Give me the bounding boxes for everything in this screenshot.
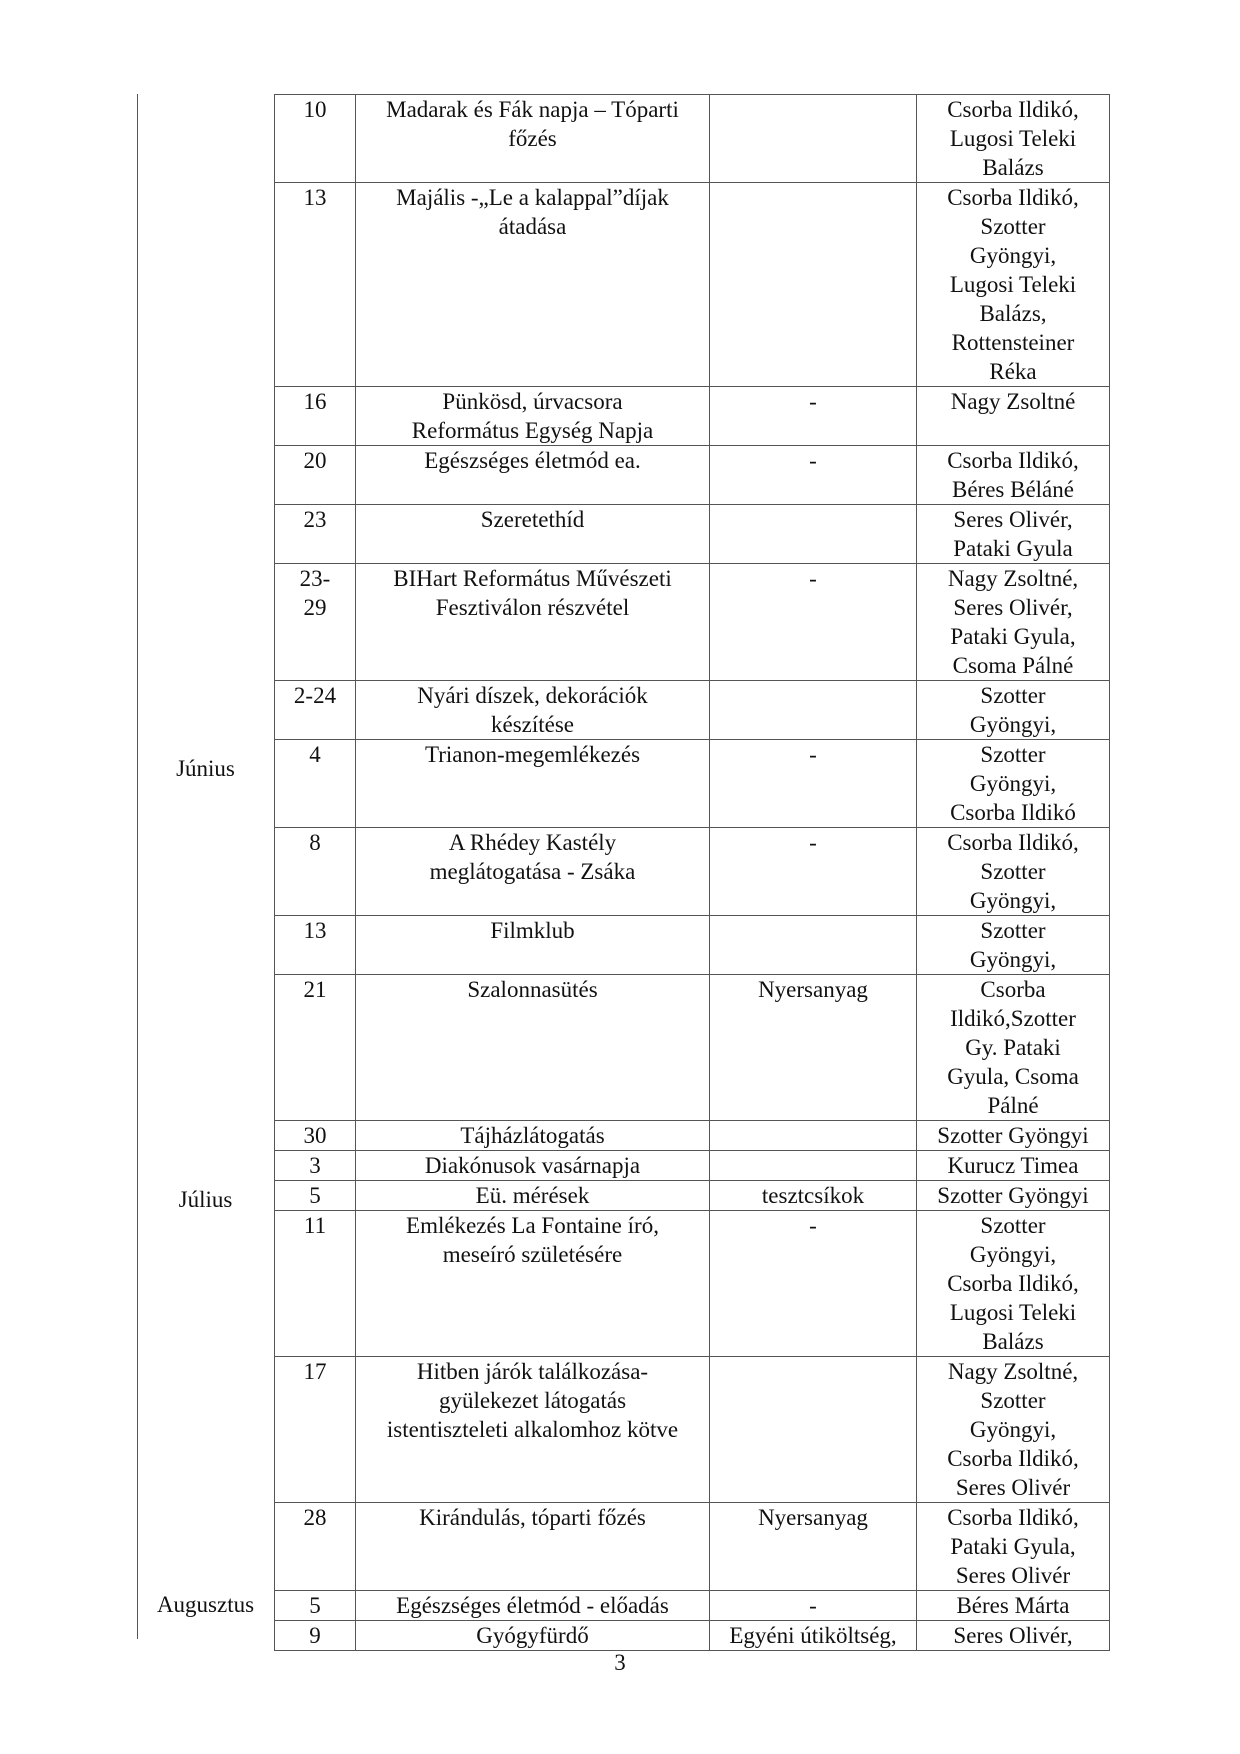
responsible-cell [917,505,1110,564]
event-line: Majális -„Le a kalappal”díjak [396,185,669,210]
day-text: 5 [309,1593,321,1618]
table-row [275,828,1110,916]
responsible-line: Szotter [980,1388,1046,1413]
day-cell [275,1357,356,1503]
responsible-line: Kurucz Timea [947,1153,1079,1178]
material-line: - [809,742,817,767]
responsible-line: Lugosi Teleki [949,272,1077,297]
day-text: 2-24 [293,683,337,708]
event-cell [356,387,710,446]
event-cell [356,505,710,564]
event-line: Gyógyfürdő [476,1623,589,1648]
responsible-line: Gyöngyi, [969,1417,1057,1442]
table-row [275,1181,1110,1211]
material-line: - [809,1213,817,1238]
responsible-line: Csorba Ildikó, [947,1505,1079,1530]
material-line: - [809,448,817,473]
event-line: gyülekezet látogatás [438,1388,627,1413]
responsible-line: Szotter [980,859,1046,884]
material-cell [710,387,917,446]
event-line: Madarak és Fák napja – Tóparti [386,97,679,122]
material-cell [710,828,917,916]
responsible-cell [917,828,1110,916]
responsible-line: Csorba Ildikó, [947,1271,1079,1296]
event-line: átadása [498,214,567,239]
material-cell [710,1357,917,1503]
day-cell [275,975,356,1121]
material-cell [710,564,917,681]
table-row [275,1357,1110,1503]
material-cell [710,446,917,505]
responsible-line: Gyöngyi, [969,947,1057,972]
responsible-line: Béres Béláné [952,477,1074,502]
day-text: 3 [309,1153,321,1178]
day-cell [275,740,356,828]
responsible-line: Balázs [982,1329,1044,1354]
responsible-line: Béres Márta [956,1593,1070,1618]
table-row [275,740,1110,828]
event-line: Pünkösd, úrvacsora [442,389,623,414]
event-line: Szeretethíd [480,507,585,532]
responsible-line: Pataki Gyula [953,536,1073,561]
responsible-cell [917,446,1110,505]
event-cell [356,916,710,975]
event-cell [356,828,710,916]
day-cell [275,1211,356,1357]
responsible-line: Réka [989,359,1037,384]
responsible-line: Pataki Gyula, [950,624,1076,649]
month-label-julius: Július [178,1187,233,1212]
responsible-cell [917,1621,1110,1651]
material-cell [710,1121,917,1151]
responsible-cell [917,1503,1110,1591]
event-line: Kirándulás, tóparti főzés [419,1505,646,1530]
responsible-line: Csorba Ildikó, [947,185,1079,210]
responsible-cell [917,740,1110,828]
responsible-line: Csorba Ildikó, [947,97,1079,122]
table-row [275,1121,1110,1151]
table-row [275,387,1110,446]
event-cell [356,1211,710,1357]
responsible-line: Csorba Ildikó, [947,1446,1079,1471]
responsible-line: Nagy Zsoltné [950,389,1076,414]
responsible-line: Csorba Ildikó, [947,830,1079,855]
material-line: - [809,1593,817,1618]
responsible-line: Seres Olivér [955,1563,1071,1588]
material-line: - [809,389,817,414]
event-line: Tájházlátogatás [460,1123,605,1148]
responsible-cell [917,1357,1110,1503]
responsible-line: Lugosi Teleki [949,126,1077,151]
responsible-line: Seres Olivér, [953,1623,1073,1648]
day-cell [275,1503,356,1591]
event-cell [356,95,710,183]
table-row [275,1211,1110,1357]
responsible-line: Szotter Gyöngyi [937,1183,1089,1208]
responsible-line: Ildikó,Szotter [950,1006,1076,1031]
table-row [275,446,1110,505]
responsible-line: Gyöngyi, [969,712,1057,737]
day-cell [275,1121,356,1151]
table-row [275,681,1110,740]
event-cell [356,1357,710,1503]
responsible-cell [917,564,1110,681]
material-cell [710,1151,917,1181]
responsible-line: Balázs [982,155,1044,180]
event-line: Diakónusok vasárnapja [424,1153,641,1178]
responsible-line: Gyöngyi, [969,771,1057,796]
event-line: meglátogatása - Zsáka [429,859,636,884]
responsible-line: Seres Olivér, [953,595,1073,620]
event-cell [356,564,710,681]
material-cell [710,1211,917,1357]
material-cell [710,1503,917,1591]
event-line: Református Egység Napja [411,418,654,443]
responsible-cell [917,681,1110,740]
day-text: 21 [303,977,327,1002]
event-line: Eü. mérések [475,1183,590,1208]
event-line: Nyári díszek, dekorációk [417,683,648,708]
event-cell [356,681,710,740]
day-text: 23- [299,566,331,591]
day-cell [275,446,356,505]
material-cell [710,183,917,387]
table-row [275,1591,1110,1621]
table-row [275,1503,1110,1591]
day-text: 8 [309,830,321,855]
month-label-junius: Június [176,756,235,781]
material-line: Nyersanyag [758,977,868,1002]
day-text: 23 [303,507,327,532]
event-line: készítése [490,712,574,737]
responsible-line: Gyöngyi, [969,1242,1057,1267]
event-cell [356,1503,710,1591]
table-row [275,1151,1110,1181]
material-cell [710,1591,917,1621]
responsible-line: Seres Olivér [955,1475,1071,1500]
responsible-line: Szotter [980,683,1046,708]
event-line: Filmklub [490,918,575,943]
day-cell [275,1591,356,1621]
table-row [275,183,1110,387]
responsible-line: Szotter [980,214,1046,239]
event-line: BIHart Református Művészeti [393,566,672,591]
event-line: Hitben járók találkozása- [416,1359,649,1384]
day-text: 13 [303,918,327,943]
responsible-line: Csorba [980,977,1046,1002]
event-line: istentiszteleti alkalomhoz kötve [386,1417,679,1442]
material-cell [710,1181,917,1211]
responsible-cell [917,95,1110,183]
responsible-line: Pataki Gyula, [950,1534,1076,1559]
event-cell [356,183,710,387]
responsible-line: Szotter Gyöngyi [937,1123,1089,1148]
table-row [275,916,1110,975]
responsible-cell [917,1211,1110,1357]
table-row [275,505,1110,564]
day-text: 11 [303,1213,327,1238]
day-cell [275,183,356,387]
material-cell [710,916,917,975]
table-row [275,95,1110,183]
event-cell [356,740,710,828]
event-line: meseíró születésére [442,1242,623,1267]
responsible-line: Gyöngyi, [969,888,1057,913]
day-cell [275,916,356,975]
event-line: főzés [508,126,557,151]
event-cell [356,1181,710,1211]
material-cell [710,1621,917,1651]
responsible-cell [917,1591,1110,1621]
day-text: 16 [303,389,327,414]
schedule-table [274,94,1110,1651]
responsible-line: Nagy Zsoltné, [947,1359,1079,1384]
event-line: Fesztiválon részvétel [435,595,630,620]
day-text: 9 [309,1623,321,1648]
responsible-line: Gyöngyi, [969,243,1057,268]
day-cell [275,1181,356,1211]
event-cell [356,1621,710,1651]
material-line: Nyersanyag [758,1505,868,1530]
event-line: Egészséges életmód - előadás [396,1593,669,1618]
day-text: 29 [303,595,327,620]
responsible-line: Szotter [980,742,1046,767]
event-cell [356,1151,710,1181]
day-text: 28 [303,1505,327,1530]
material-line: tesztcsíkok [761,1183,865,1208]
day-cell [275,681,356,740]
day-text: 17 [303,1359,327,1384]
responsible-cell [917,975,1110,1121]
material-cell [710,740,917,828]
day-cell [275,95,356,183]
responsible-line: Seres Olivér, [953,507,1073,532]
responsible-line: Csoma Pálné [952,653,1074,678]
material-cell [710,505,917,564]
day-text: 13 [303,185,327,210]
day-text: 30 [303,1123,327,1148]
event-cell [356,1591,710,1621]
responsible-line: Balázs, [979,301,1047,326]
day-cell [275,564,356,681]
responsible-cell [917,387,1110,446]
responsible-line: Szotter [980,1213,1046,1238]
material-line: Egyéni útiköltség, [729,1623,897,1648]
event-cell [356,975,710,1121]
responsible-line: Rottensteiner [951,330,1075,355]
month-label-augusztus: Augusztus [156,1592,255,1617]
responsible-line: Gy. Pataki [965,1035,1061,1060]
responsible-line: Csorba Ildikó [950,800,1076,825]
responsible-cell [917,1181,1110,1211]
material-cell [710,681,917,740]
material-cell [710,975,917,1121]
table-row [275,564,1110,681]
day-cell [275,1151,356,1181]
responsible-cell [917,183,1110,387]
month-column-left-border [137,94,138,1639]
table-row [275,975,1110,1121]
responsible-cell [917,1121,1110,1151]
day-cell [275,505,356,564]
event-line: Trianon-megemlékezés [424,742,641,767]
material-cell [710,95,917,183]
event-cell [356,1121,710,1151]
table-row [275,1621,1110,1651]
responsible-cell [917,1151,1110,1181]
page-number: 3 [614,1650,626,1675]
day-cell [275,387,356,446]
day-text: 20 [303,448,327,473]
responsible-cell [917,916,1110,975]
responsible-line: Csorba Ildikó, [947,448,1079,473]
material-line: - [809,830,817,855]
responsible-line: Szotter [980,918,1046,943]
responsible-line: Lugosi Teleki [949,1300,1077,1325]
material-line: - [809,566,817,591]
responsible-line: Nagy Zsoltné, [947,566,1079,591]
responsible-line: Pálné [987,1093,1039,1118]
day-cell [275,828,356,916]
day-text: 10 [303,97,327,122]
day-text: 5 [309,1183,321,1208]
event-cell [356,446,710,505]
day-cell [275,1621,356,1651]
event-line: A Rhédey Kastély [448,830,617,855]
event-line: Egészséges életmód ea. [424,448,641,473]
responsible-line: Gyula, Csoma [947,1064,1079,1089]
event-line: Emlékezés La Fontaine író, [406,1213,659,1238]
event-line: Szalonnasütés [467,977,598,1002]
day-text: 4 [309,742,321,767]
